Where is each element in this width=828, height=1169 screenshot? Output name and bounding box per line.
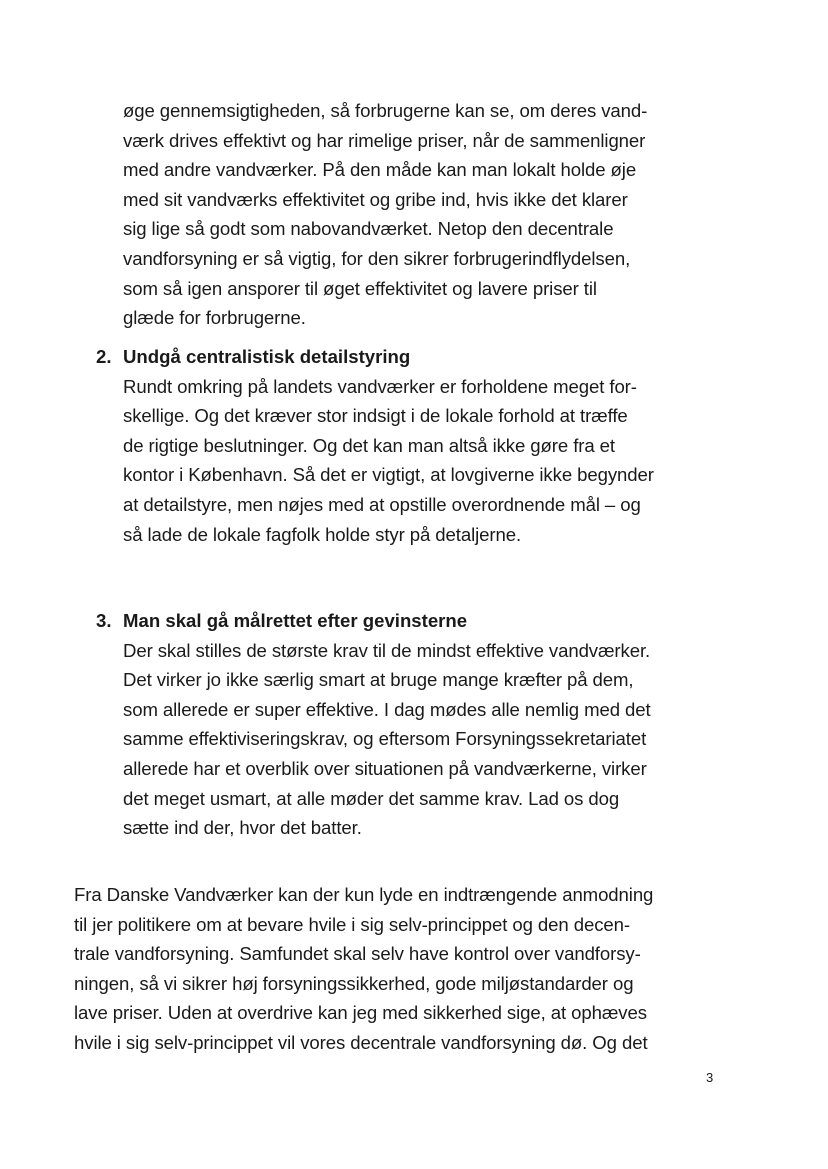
paragraph-line: trale vandforsyning. Samfundet skal selv have kontrol over vandforsy- <box>74 943 641 965</box>
list-item-heading <box>96 342 756 372</box>
list-item-number: 3. <box>96 610 112 631</box>
paragraph-line: værk drives effektivt og har rimelige priser, når de sammenligner <box>123 129 646 151</box>
paragraph-line: Det virker jo ikke særlig smart at bruge mange kræfter på dem, <box>123 669 634 691</box>
list-item-heading <box>96 606 756 636</box>
paragraph-line: vandforsyning er så vigtig, for den sikrer forbrugerindflydelsen, <box>123 247 631 269</box>
paragraph-line: som allerede er super effektive. I dag mødes alle nemlig med det <box>123 698 651 720</box>
paragraph-line: ningen, så vi sikrer høj forsyningssikkerhed, gode miljøstandarder og <box>74 972 634 994</box>
paragraph-line: som så igen ansporer til øget effektivitet og lavere priser til <box>123 277 597 299</box>
paragraph-line: kontor i København. Så det er vigtigt, at lovgiverne ikke begynder <box>123 464 654 486</box>
list-item <box>96 606 756 843</box>
paragraph-line: de rigtige beslutninger. Og det kan man altså ikke gøre fra et <box>123 434 615 456</box>
paragraph-line: med sit vandværks effektivitet og gribe ind, hvis ikke det klarer <box>123 188 628 210</box>
paragraph-line: sætte ind der, hvor det batter. <box>123 817 362 839</box>
paragraph-line: lave priser. Uden at overdrive kan jeg med sikkerhed sige, at ophæves <box>74 1002 647 1024</box>
list-item-body <box>123 636 756 843</box>
list-item-title: Undgå centralistisk detailstyring <box>123 346 411 367</box>
paragraph-line: det meget usmart, at alle møder det samme krav. Lad os dog <box>123 787 620 809</box>
paragraph-line: skellige. Og det kræver stor indsigt i de lokale forhold at træffe <box>123 405 628 427</box>
list-item-body <box>123 372 756 550</box>
list-item <box>96 342 756 549</box>
paragraph-line: til jer politikere om at bevare hvile i sig selv-princippet og den decen- <box>74 913 630 935</box>
paragraph-line: med andre vandværker. På den måde kan man lokalt holde øje <box>123 159 637 181</box>
paragraph-line: samme effektiviseringskrav, og eftersom Forsyningssekretariatet <box>123 728 647 750</box>
list-item-title: Man skal gå målrettet efter gevinsterne <box>123 610 468 631</box>
paragraph-line: sig lige så godt som nabovandværket. Netop den decentrale <box>123 218 614 240</box>
paragraph-line: så lade de lokale fagfolk holde styr på detaljerne. <box>123 523 522 545</box>
list-item-number: 2. <box>96 346 112 367</box>
paragraph-line: hvile i sig selv-princippet vil vores decentrale vandforsyning dø. Og det <box>74 1031 648 1053</box>
paragraph-line: glæde for forbrugerne. <box>123 307 306 329</box>
paragraph-line: Der skal stilles de største krav til de mindst effektive vandværker. <box>123 639 651 661</box>
paragraph-line: Fra Danske Vandværker kan der kun lyde en indtrængende anmodning <box>74 884 654 905</box>
paragraph-line: Rundt omkring på landets vandværker er forholdene meget for- <box>123 375 637 397</box>
paragraph-line: øge gennemsigtigheden, så forbrugerne kan se, om deres vand- <box>123 100 648 121</box>
paragraph-line: at detailstyre, men nøjes med at opstille overordnende mål – og <box>123 493 641 515</box>
continuation-paragraph <box>123 96 743 333</box>
paragraph-line: allerede har et overblik over situationen på vandværkerne, virker <box>123 757 647 779</box>
page-number: 3 <box>706 1070 714 1085</box>
closing-paragraph <box>74 880 754 1058</box>
